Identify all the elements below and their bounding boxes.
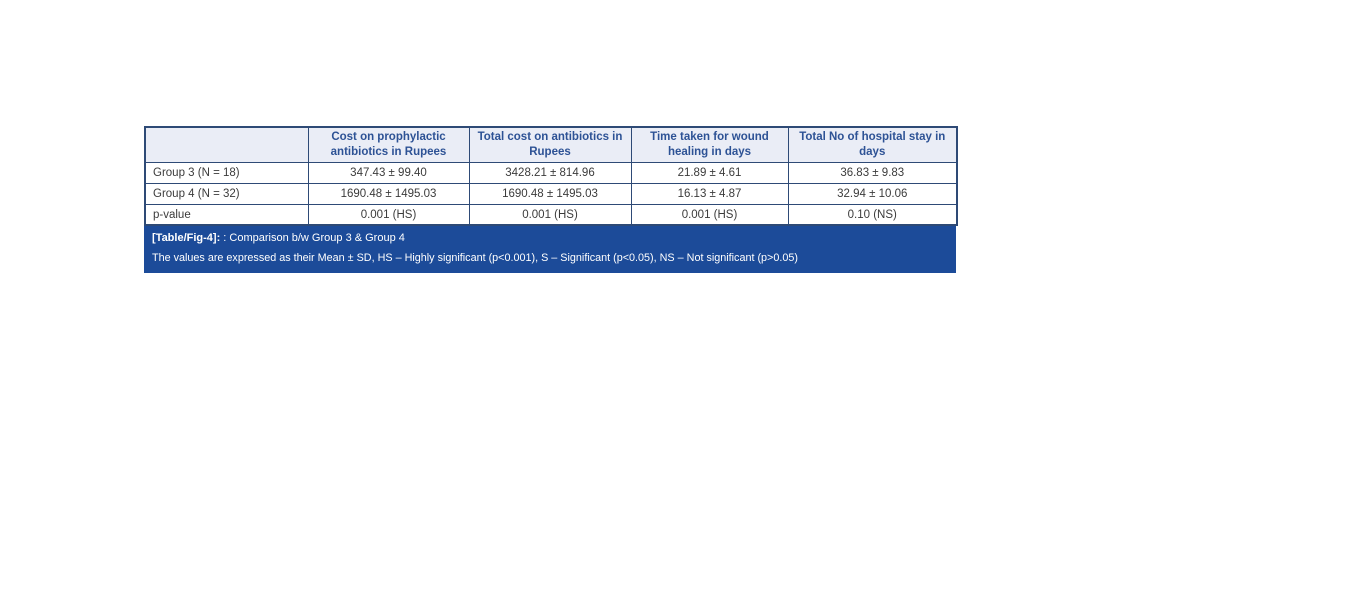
table-row-pvalue <box>145 204 957 225</box>
data-cell: 0.001 (HS) <box>469 204 631 225</box>
results-table <box>144 126 958 226</box>
column-header-empty <box>145 127 308 162</box>
data-cell: 36.83 ± 9.83 <box>788 162 957 183</box>
data-cell: 1690.48 ± 1495.03 <box>308 183 469 204</box>
table-row-group4 <box>145 183 957 204</box>
data-cell: 1690.48 ± 1495.03 <box>469 183 631 204</box>
caption-title-line <box>152 232 948 245</box>
data-cell: 32.94 ± 10.06 <box>788 183 957 204</box>
column-header-hospital-stay: Total No of hospital stay in days <box>788 127 957 162</box>
row-label: Group 4 (N = 32) <box>145 183 308 204</box>
caption-label: [Table/Fig-4]: <box>152 232 221 245</box>
column-header-wound-healing-time: Time taken for wound healing in days <box>631 127 788 162</box>
data-cell: 16.13 ± 4.87 <box>631 183 788 204</box>
table-caption <box>144 226 956 272</box>
data-cell: 21.89 ± 4.61 <box>631 162 788 183</box>
header-row <box>145 127 957 162</box>
data-cell: 0.001 (HS) <box>631 204 788 225</box>
data-cell: 0.10 (NS) <box>788 204 957 225</box>
data-cell: 347.43 ± 99.40 <box>308 162 469 183</box>
table-row-group3 <box>145 162 957 183</box>
column-header-total-cost: Total cost on antibiotics in Rupees <box>469 127 631 162</box>
column-header-prophylactic-cost: Cost on prophylactic antibiotics in Rupees <box>308 127 469 162</box>
row-label: Group 3 (N = 18) <box>145 162 308 183</box>
caption-title: : Comparison b/w Group 3 & Group 4 <box>220 232 405 245</box>
data-cell: 0.001 (HS) <box>308 204 469 225</box>
data-cell: 3428.21 ± 814.96 <box>469 162 631 183</box>
caption-note: The values are expressed as their Mean ± SD, HS – Highly significant (p<0.001), S – Significant (p<0.05), NS – Not significant (p>0.05) <box>152 251 798 264</box>
row-label: p-value <box>145 204 308 225</box>
table-figure <box>144 126 956 273</box>
